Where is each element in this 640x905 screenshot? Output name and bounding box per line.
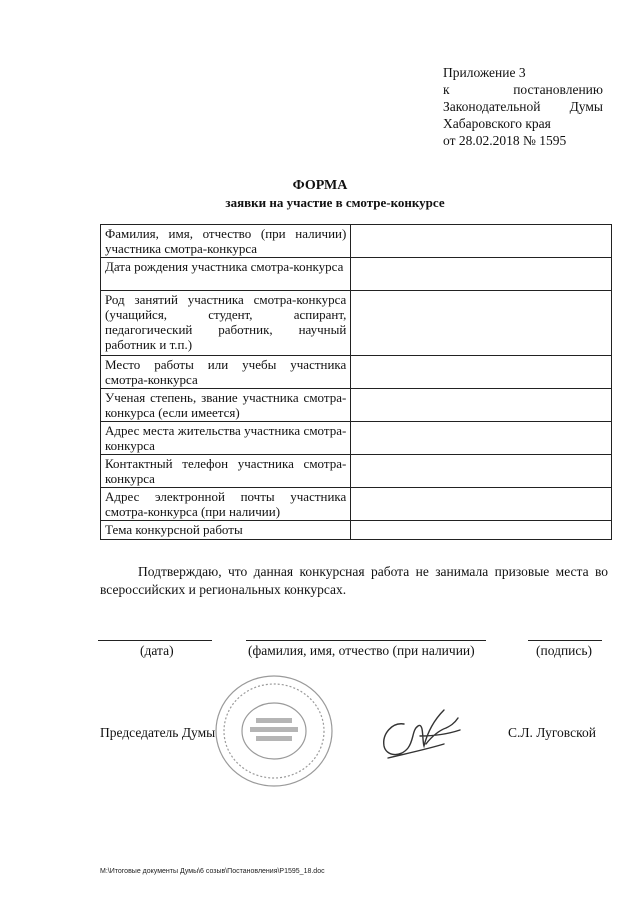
chairman-title: Председатель Думы [100, 725, 216, 740]
row-label-occupation: Род занятий участника смотра-конкурса (учащийся, студент, аспирант, педагогический работник, научный работник и т.п.) [101, 291, 351, 356]
table-row [101, 488, 612, 521]
appendix-line-3-right: Думы [569, 99, 603, 114]
row-value-occupation[interactable] [351, 291, 612, 356]
table-row [101, 258, 612, 291]
name-line[interactable] [246, 640, 486, 641]
table-row [101, 291, 612, 356]
row-label-degree: Ученая степень, звание участника смотра-конкурса (если имеется) [101, 389, 351, 422]
row-label-full-name: Фамилия, имя, отчество (при наличии) участника смотра-конкурса [101, 225, 351, 258]
form-title: ФОРМА [292, 178, 348, 193]
appendix-line-2 [443, 81, 603, 98]
appendix-title: Приложение 3 [443, 65, 526, 80]
signature-label: (подпись) [536, 643, 593, 658]
official-seal-stamp [212, 672, 336, 790]
seal-text-line-3 [256, 736, 292, 741]
seal-text-line-1 [256, 718, 292, 723]
table-row [101, 422, 612, 455]
row-value-full-name[interactable] [351, 225, 612, 258]
appendix-line-5: от 28.02.2018 № 1595 [443, 133, 567, 148]
form-subtitle: заявки на участие в смотре-конкурсе [225, 195, 445, 210]
table-row [101, 225, 612, 258]
appendix-line-3 [443, 98, 603, 115]
row-label-workplace: Место работы или учебы участника смотра-конкурса [101, 356, 351, 389]
row-label-birth-date: Дата рождения участника смотра-конкурса [101, 258, 351, 291]
file-path-footer: M:\Итоговые документы Думы\6 созыв\Постановления\P1595_18.doc [100, 868, 325, 875]
signature-line[interactable] [528, 640, 602, 641]
row-value-topic[interactable] [351, 521, 612, 540]
row-value-birth-date[interactable] [351, 258, 612, 291]
appendix-line-4: Хабаровского края [443, 116, 551, 131]
row-label-address: Адрес места жительства участника смотра-конкурса [101, 422, 351, 455]
row-label-topic: Тема конкурсной работы [101, 521, 351, 540]
table-row [101, 455, 612, 488]
row-label-phone: Контактный телефон участника смотра-конкурса [101, 455, 351, 488]
row-value-workplace[interactable] [351, 356, 612, 389]
row-value-address[interactable] [351, 422, 612, 455]
row-value-phone[interactable] [351, 455, 612, 488]
handwritten-signature [374, 700, 470, 766]
appendix-line-2-left: к [443, 82, 450, 97]
appendix-line-3-left: Законодательной [443, 99, 541, 114]
row-value-degree[interactable] [351, 389, 612, 422]
confirmation-text: Подтверждаю, что данная конкурсная работа не занимала призовые места во всероссийских и региональных конкурсах. [100, 564, 608, 597]
appendix-block [443, 64, 603, 149]
chairman-name: С.Л. Луговской [508, 725, 596, 740]
application-form-table [100, 224, 612, 540]
name-label: (фамилия, имя, отчество (при наличии) [248, 643, 475, 658]
seal-text-line-2 [250, 727, 298, 732]
table-row [101, 356, 612, 389]
date-line[interactable] [98, 640, 212, 641]
date-label: (дата) [140, 643, 174, 658]
table-row [101, 389, 612, 422]
row-label-email: Адрес электронной почты участника смотра-конкурса (при наличии) [101, 488, 351, 521]
table-row [101, 521, 612, 540]
appendix-line-2-right: постановлению [513, 82, 603, 97]
row-value-email[interactable] [351, 488, 612, 521]
